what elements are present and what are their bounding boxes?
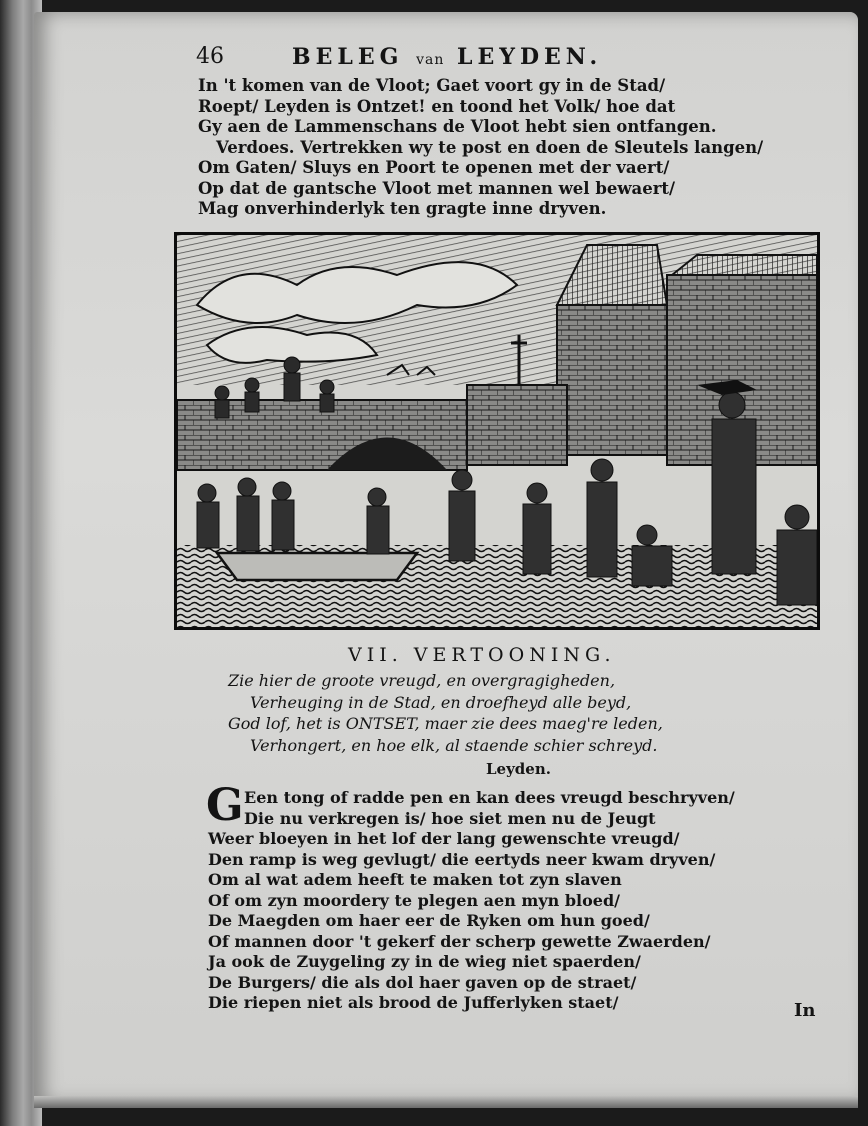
verse-line: Op dat de gantsche Vloot met mannen wel bewaert/ — [198, 178, 676, 198]
verse-line: Die riepen niet als brood de Jufferlyken staet/ — [208, 993, 619, 1012]
verse-line: Of om zyn moordery te plegen aen myn bloed/ — [208, 890, 620, 910]
verse-line: Gy aen de Lammenschans de Vloot hebt sien ontfangen. — [198, 117, 717, 136]
verse-line: De Burgers/ die als dol haer gaven op de straet/ — [208, 972, 637, 992]
verse-line: In 't komen van de Vloot; Gaet voort gy in de Stad/ — [198, 76, 666, 95]
running-title — [292, 44, 602, 70]
poem-line: God lof, het is ONTSET, maer zie dees maeg're leden, — [228, 714, 663, 733]
drop-capital: G — [206, 780, 244, 831]
page-header — [196, 44, 756, 74]
poem-line: Zie hier de groote vreugd, en overgragigheden, — [228, 671, 616, 690]
verse-line: Om al wat adem heeft te maken tot zyn slaven — [208, 870, 622, 889]
verse-top — [198, 76, 763, 220]
speaker-label: Leyden. — [486, 760, 551, 778]
verse-line: Om Gaten/ Sluys en Poort te openen met der vaert/ — [198, 158, 670, 177]
verse-line: Een tong of radde pen en kan dees vreugd beschryven/ — [244, 788, 735, 807]
running-title-word-1: BELEG — [292, 44, 404, 70]
verse-line: Die nu verkregen is/ hoe siet men nu de Jeugt — [244, 808, 656, 828]
verse-line: Den ramp is weg gevlugt/ die eertyds neer kwam dryven/ — [208, 849, 716, 869]
verse-line: Mag onverhinderlyk ten gragte inne dryven. — [198, 199, 607, 218]
verse-line: Roept/ Leyden is Ontzet! en toond het Volk/ hoe dat — [198, 96, 676, 116]
running-title-word-3: LEYDEN. — [457, 44, 603, 70]
caption-poem — [228, 670, 663, 756]
verse-bottom — [208, 788, 735, 1014]
verse-line: Of mannen door 't gekerf der scherp gewette Zwaerden/ — [208, 931, 711, 951]
catchword: In — [794, 1000, 816, 1021]
verse-line: De Maegden om haer eer de Ryken om hun goed/ — [208, 911, 650, 930]
verse-line: Ja ook de Zuygeling zy in de wieg niet spaerden/ — [208, 952, 641, 971]
woodcut-illustration — [174, 232, 820, 630]
poem-line: Verheuging in de Stad, en droefheyd alle beyd, — [250, 692, 632, 712]
plate-caption: VII. VERTOONING. — [348, 644, 616, 666]
page-number: 46 — [196, 44, 224, 69]
verse-line: Verdoes. Vertrekken wy te post en doen de Sleutels langen/ — [216, 137, 764, 157]
running-title-word-2: van — [416, 52, 445, 68]
page-edge — [34, 1096, 858, 1108]
woodcut-drawing — [177, 235, 817, 627]
poem-line: Verhongert, en hoe elk, al staende schier schreyd. — [250, 735, 658, 755]
verse-line: Weer bloeyen in het lof der lang gewenschte vreugd/ — [208, 829, 680, 848]
